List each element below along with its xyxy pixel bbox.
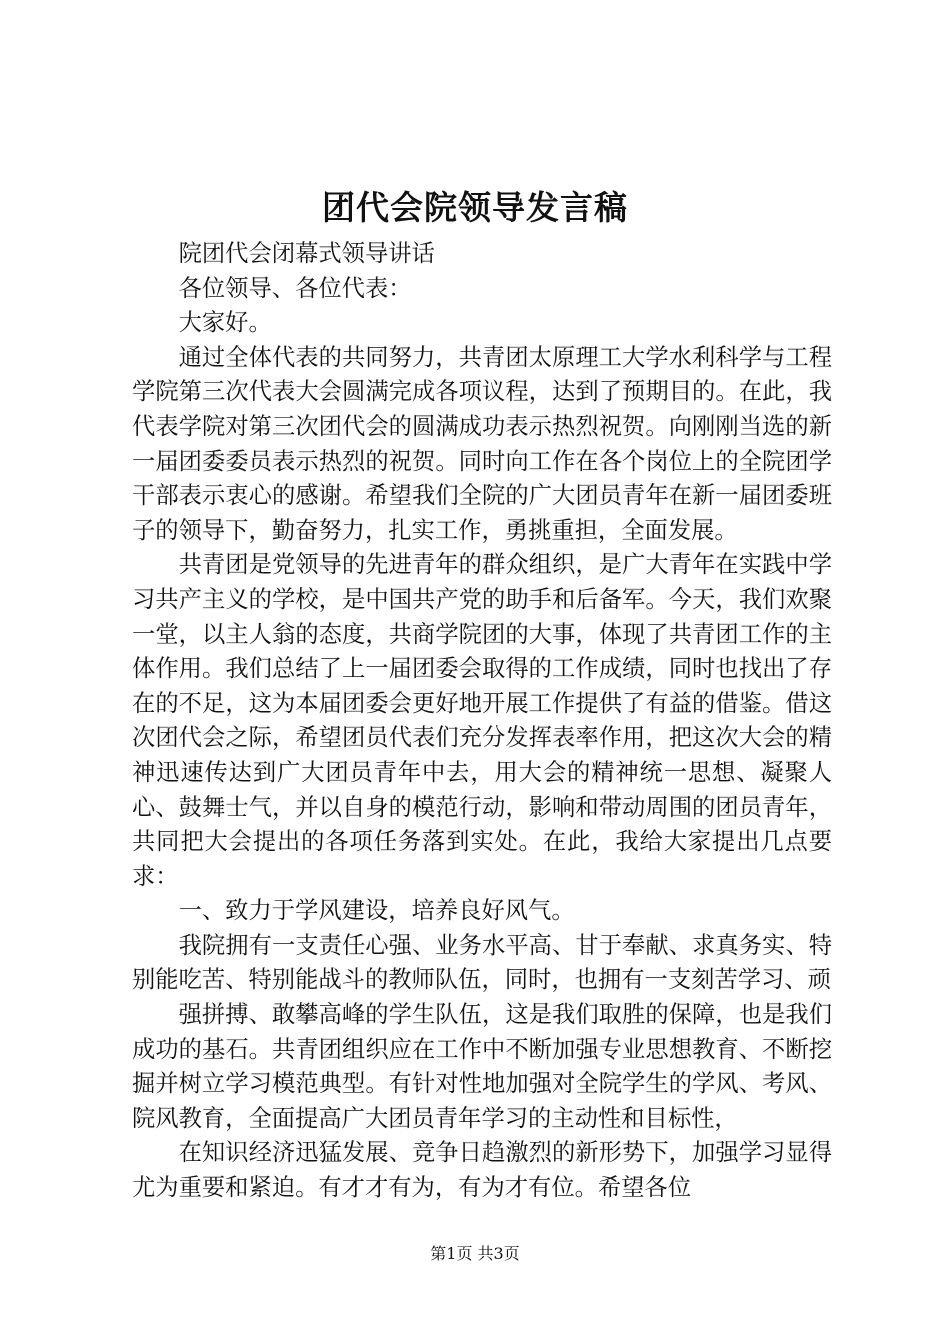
paragraph: 强拼搏、敢攀高峰的学生队伍，这是我们取胜的保障，也是我们成功的基石。共青团组织应在工作中不断加强专业思想教育、不断挖掘并树立学习模范典型。有针对性地加强对全院学生的学风、考风、院风教育，全面提高广大团员青年学习的主动性和目标性， xyxy=(132,1001,832,1132)
document-title: 团代会院领导发言稿 xyxy=(322,188,628,227)
section-heading: 一、致力于学风建设，培养良好风气。 xyxy=(178,897,575,925)
paragraph: 共青团是党领导的先进青年的群众组织，是广大青年在实践中学习共产主义的学校，是中国共产党的助手和后备军。今天，我们欢聚一堂，以主人翁的态度，共商学院团的大事，体现了共青团工作的主体作用。我们总结了上一届团委会取得的工作成绩，同时也找出了存在的不足，这为本届团委会更好地开展工作提供了有益的借鉴。借这次团代会之际，希望团员代表们充分发挥表率作用，把这次大会的精神迅速传达到广大团员青年中去，用大会的精神统一思想、凝聚人心、鼓舞士气，并以自身的模范行动，影响和带动周围的团员青年，共同把大会提出的各项任务落到实处。在此，我给大家提出几点要求： xyxy=(132,551,832,890)
paragraph: 在知识经济迅猛发展、竞争日趋激烈的新形势下，加强学习显得尤为重要和紧迫。有才才有为，有为才有位。希望各位 xyxy=(132,1139,832,1202)
paragraph: 通过全体代表的共同努力，共青团太原理工大学水利科学与工程学院第三次代表大会圆满完成各项议程，达到了预期目的。在此，我代表学院对第三次团代会的圆满成功表示热烈祝贺。向刚刚当选的新一届团委委员表示热烈的祝贺。同时向工作在各个岗位上的全院团学干部表示衷心的感谢。希望我们全院的广大团员青年在新一届团委班子的领导下，勤奋努力，扎实工作，勇挑重担，全面发展。 xyxy=(132,343,832,544)
document-body xyxy=(132,237,832,1206)
paragraph: 我院拥有一支责任心强、业务水平高、甘于奉献、求真务实、特别能吃苦、特别能战斗的教师队伍，同时，也拥有一支刻苦学习、顽 xyxy=(132,931,832,994)
page-number-footer: 第1页 共3页 xyxy=(430,1244,520,1263)
paragraph-subtitle: 院团代会闭幕式领导讲话 xyxy=(178,240,435,267)
paragraph-greeting: 大家好。 xyxy=(178,309,272,337)
paragraph-salutation: 各位领导、各位代表： xyxy=(178,274,412,302)
